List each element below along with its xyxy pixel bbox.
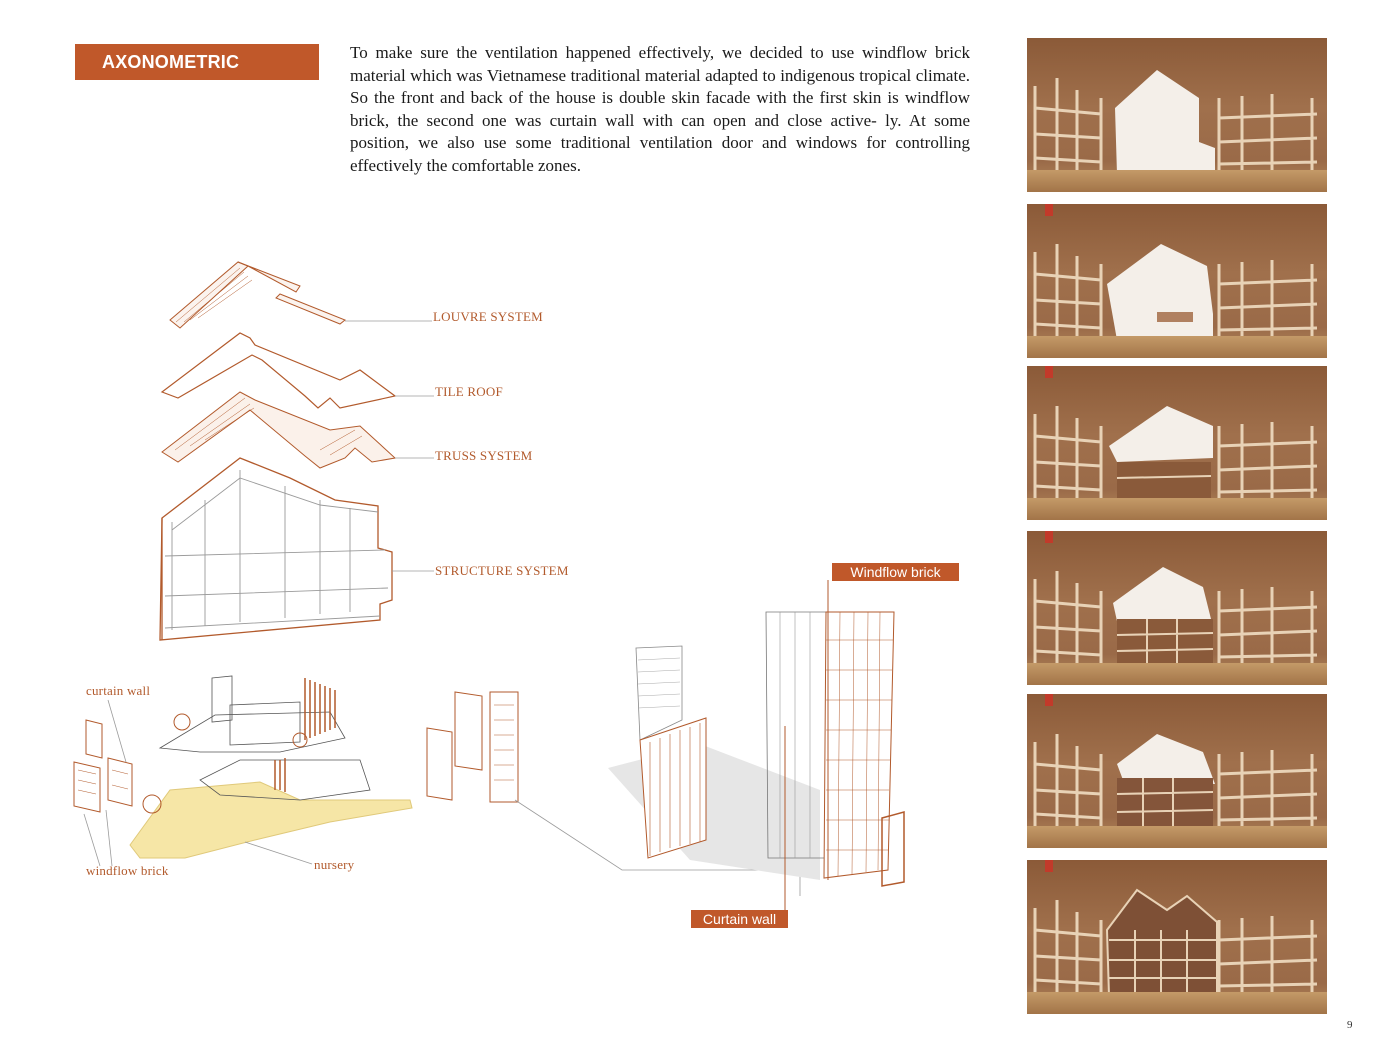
model-photo-5-flag — [1045, 694, 1053, 706]
model-photo-5-base — [1027, 826, 1327, 848]
model-photo-2-base — [1027, 336, 1327, 358]
tag-windflow-brick: Windflow brick — [832, 563, 959, 581]
model-photo-4-image — [1027, 531, 1327, 685]
model-photo-2 — [1027, 204, 1327, 358]
model-photo-4-base — [1027, 663, 1327, 685]
label-louvre-system: LOUVRE SYSTEM — [433, 309, 543, 324]
tile-roof-drawing — [162, 333, 395, 408]
model-photo-5-image — [1027, 694, 1327, 848]
model-photo-2-image — [1027, 204, 1327, 358]
intro-line-6: controlling effectively the comfortable zones. — [350, 133, 970, 175]
label-truss-system: TRUSS SYSTEM — [435, 448, 533, 463]
model-photo-2-flag — [1045, 204, 1053, 216]
model-photo-1 — [1027, 38, 1327, 192]
model-photo-1-image — [1027, 38, 1327, 192]
model-photo-3-image — [1027, 366, 1327, 520]
louvre-system-drawing — [170, 262, 345, 328]
intro-line-2: material which was Vietnamese traditional material adapted to indigenous tropical — [350, 65, 912, 85]
model-photo-5 — [1027, 694, 1327, 848]
facade-detail-drawing — [608, 580, 904, 910]
model-photo-4 — [1027, 531, 1327, 685]
label-tile-roof: TILE ROOF — [435, 384, 503, 399]
model-photo-6-flag — [1045, 860, 1053, 872]
label-windflow-brick: windflow brick — [86, 863, 169, 878]
structure-system-drawing — [160, 458, 392, 640]
intro-line-1: To make sure the ventilation happened effectively, we decided to use windflow brick — [350, 43, 970, 62]
tag-curtain-wall: Curtain wall — [691, 910, 788, 928]
intro-line-4: is windflow brick, the second one was curtain wall with can open and close active- — [350, 88, 971, 130]
model-photo-3-base — [1027, 498, 1327, 520]
model-photo-6-base — [1027, 992, 1327, 1014]
section-heading: AXONOMETRIC — [75, 44, 319, 80]
model-photo-3-flag — [1045, 366, 1053, 378]
page-number: 9 — [1347, 1019, 1353, 1031]
model-photo-4-flag — [1045, 531, 1053, 543]
intro-line-5: ly. At some position, we also use some traditional ventilation door and windows for — [350, 110, 971, 153]
intro-line-3: climate. So the front and back of the house is double skin facade with the first skin — [350, 65, 970, 108]
model-photo-6 — [1027, 860, 1327, 1014]
label-structure-system: STRUCTURE SYSTEM — [435, 563, 569, 578]
model-photo-6-image — [1027, 860, 1327, 1014]
label-curtain-wall: curtain wall — [86, 683, 151, 698]
model-photo-3 — [1027, 366, 1327, 520]
label-nursery: nursery — [314, 857, 355, 872]
model-photo-1-base — [1027, 170, 1327, 192]
